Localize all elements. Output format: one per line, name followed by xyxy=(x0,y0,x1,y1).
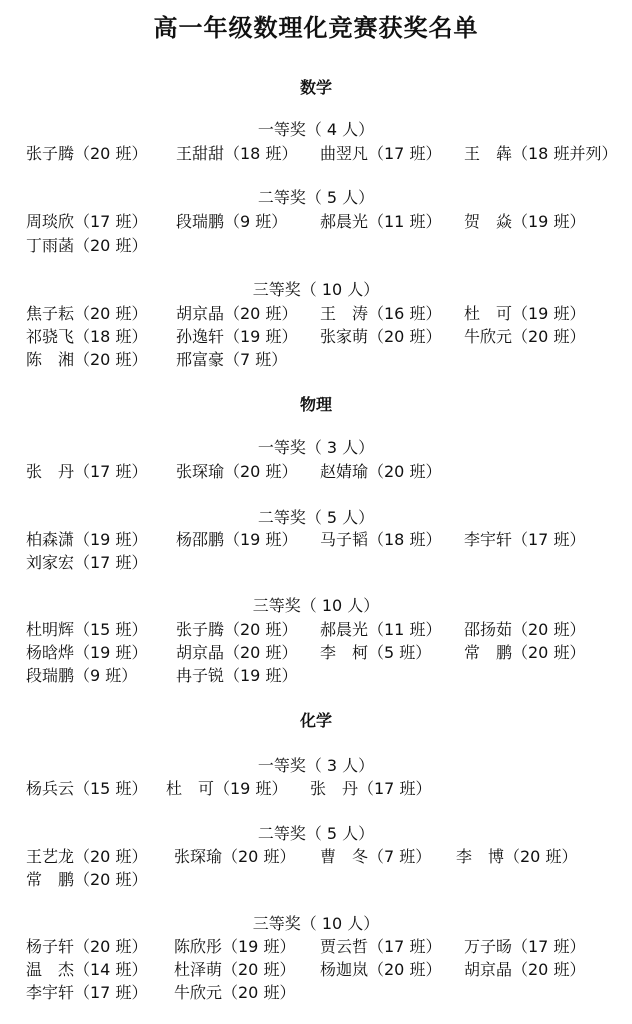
subject-heading-physics: 物理 xyxy=(299,395,332,414)
winner-entry: 曲翌凡（17 班） xyxy=(320,144,442,163)
winner-entry: 王甜甜（18 班） xyxy=(176,144,298,163)
winners-row xyxy=(26,142,626,166)
winners-row xyxy=(26,551,626,575)
winners-row xyxy=(26,210,626,234)
winners-row xyxy=(26,528,626,552)
winners-row xyxy=(26,981,626,1005)
winner-entry: 胡京晶（20 班） xyxy=(176,304,298,323)
winners-row xyxy=(26,664,626,688)
page-title: 高一年级数理化竞赛获奖名单 xyxy=(153,14,479,42)
winner-entry: 刘家宏（17 班） xyxy=(26,553,148,572)
winner-entry: 王艺龙（20 班） xyxy=(26,847,148,866)
winner-entry: 李宇轩（17 班） xyxy=(464,530,586,549)
winner-entry: 杨邵鹏（19 班） xyxy=(176,530,298,549)
winner-entry: 段瑞鹏（9 班） xyxy=(26,666,138,685)
winner-entry: 贾云哲（17 班） xyxy=(320,937,442,956)
tier-label: 二等奖 xyxy=(257,508,306,527)
tier-count: （ 10 人） xyxy=(300,280,380,299)
winner-entry: 陈欣彤（19 班） xyxy=(174,937,296,956)
winner-entry: 孙逸轩（19 班） xyxy=(176,327,298,346)
winners-row xyxy=(26,868,626,892)
winner-entry: 常 鹏（20 班） xyxy=(464,643,586,662)
winners-row xyxy=(26,325,626,349)
winners-row xyxy=(26,618,626,642)
tier-heading xyxy=(0,186,632,210)
winners-row xyxy=(26,348,626,372)
tier-count: （ 5 人） xyxy=(305,188,375,207)
winners-row xyxy=(26,234,626,258)
tier-heading xyxy=(0,912,632,936)
tier-count: （ 3 人） xyxy=(305,756,375,775)
tier-label: 三等奖 xyxy=(252,280,301,299)
winners-row xyxy=(26,958,626,982)
tier-label: 三等奖 xyxy=(252,914,301,933)
winner-entry: 张子腾（20 班） xyxy=(176,620,298,639)
winner-entry: 杜泽萌（20 班） xyxy=(174,960,296,979)
tier-heading xyxy=(0,822,632,846)
winner-entry: 杨子轩（20 班） xyxy=(26,937,148,956)
winner-entry: 段瑞鹏（9 班） xyxy=(176,212,288,231)
winner-entry: 郝晨光（11 班） xyxy=(320,620,442,639)
tier-label: 二等奖 xyxy=(257,824,306,843)
tier-label: 一等奖 xyxy=(257,438,306,457)
winner-entry: 柏森潇（19 班） xyxy=(26,530,148,549)
winner-entry: 郝晨光（11 班） xyxy=(320,212,442,231)
winner-entry: 贺 焱（19 班） xyxy=(464,212,586,231)
winner-entry: 杜 可（19 班） xyxy=(464,304,586,323)
winner-entry: 张家萌（20 班） xyxy=(320,327,442,346)
tier-heading xyxy=(0,506,632,530)
tier-heading xyxy=(0,278,632,302)
winner-entry: 张子腾（20 班） xyxy=(26,144,148,163)
winner-entry: 张 丹（17 班） xyxy=(26,462,148,481)
winners-row xyxy=(26,777,626,801)
winner-entry: 马子韬（18 班） xyxy=(320,530,442,549)
winner-entry: 胡京晶（20 班） xyxy=(464,960,586,979)
winner-entry: 张琛瑜（20 班） xyxy=(176,462,298,481)
winner-entry: 王 犇（18 班并列） xyxy=(464,144,618,163)
tier-count: （ 5 人） xyxy=(305,824,375,843)
tier-label: 一等奖 xyxy=(257,120,306,139)
winner-entry: 曹 冬（7 班） xyxy=(320,847,432,866)
winner-entry: 张 丹（17 班） xyxy=(310,779,432,798)
winner-entry: 牛欣元（20 班） xyxy=(464,327,586,346)
winner-entry: 祁骁飞（18 班） xyxy=(26,327,148,346)
winner-entry: 胡京晶（20 班） xyxy=(176,643,298,662)
winner-entry: 陈 湘（20 班） xyxy=(26,350,148,369)
winner-entry: 周琰欣（17 班） xyxy=(26,212,148,231)
winners-row xyxy=(26,935,626,959)
winner-entry: 杨迦岚（20 班） xyxy=(320,960,442,979)
winner-entry: 常 鹏（20 班） xyxy=(26,870,148,889)
winners-row xyxy=(26,641,626,665)
winner-entry: 李 博（20 班） xyxy=(456,847,578,866)
winner-entry: 牛欣元（20 班） xyxy=(174,983,296,1002)
subject-heading-chemistry: 化学 xyxy=(299,711,332,730)
winners-row xyxy=(26,460,626,484)
tier-count: （ 5 人） xyxy=(305,508,375,527)
winner-entry: 赵婧瑜（20 班） xyxy=(320,462,442,481)
winner-entry: 焦子耘（20 班） xyxy=(26,304,148,323)
winners-row xyxy=(26,845,626,869)
winner-entry: 杜明辉（15 班） xyxy=(26,620,148,639)
tier-count: （ 10 人） xyxy=(300,596,380,615)
tier-count: （ 3 人） xyxy=(305,438,375,457)
winner-entry: 邢富豪（7 班） xyxy=(176,350,288,369)
tier-count: （ 4 人） xyxy=(305,120,375,139)
tier-heading xyxy=(0,118,632,142)
winner-entry: 杜 可（19 班） xyxy=(166,779,288,798)
tier-label: 三等奖 xyxy=(252,596,301,615)
tier-label: 二等奖 xyxy=(257,188,306,207)
winner-entry: 冉子锐（19 班） xyxy=(176,666,298,685)
winner-entry: 王 涛（16 班） xyxy=(320,304,442,323)
tier-heading xyxy=(0,594,632,618)
winner-entry: 张琛瑜（20 班） xyxy=(174,847,296,866)
tier-label: 一等奖 xyxy=(257,756,306,775)
winner-entry: 杨兵云（15 班） xyxy=(26,779,148,798)
tier-heading xyxy=(0,754,632,778)
subject-heading-math: 数学 xyxy=(299,78,332,97)
winner-entry: 李 柯（5 班） xyxy=(320,643,432,662)
winners-row xyxy=(26,302,626,326)
winner-entry: 邵扬茹（20 班） xyxy=(464,620,586,639)
tier-heading xyxy=(0,436,632,460)
winner-entry: 李宇轩（17 班） xyxy=(26,983,148,1002)
winner-entry: 温 杰（14 班） xyxy=(26,960,148,979)
tier-count: （ 10 人） xyxy=(300,914,380,933)
winner-entry: 杨晗烨（19 班） xyxy=(26,643,148,662)
winner-entry: 万子旸（17 班） xyxy=(464,937,586,956)
winner-entry: 丁雨菡（20 班） xyxy=(26,236,148,255)
